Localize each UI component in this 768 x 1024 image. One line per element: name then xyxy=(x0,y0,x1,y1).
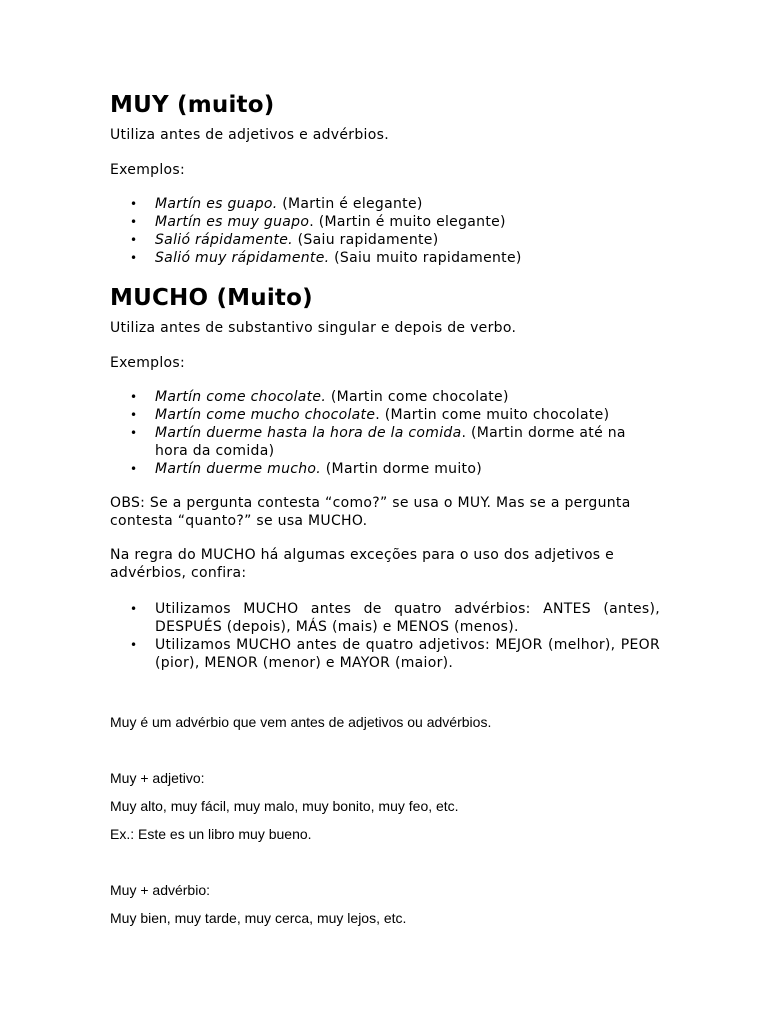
bullet-icon: • xyxy=(130,233,138,247)
rule-paragraph: Na regra do MUCHO há algumas exceções para o uso dos adjetivos e advérbios, confira: xyxy=(110,547,615,581)
list-item xyxy=(110,460,660,478)
list-item xyxy=(110,424,660,460)
muy-adjetivo-heading: Muy + adjetivo: xyxy=(110,770,205,786)
example-portuguese: (Martin come chocolate) xyxy=(326,389,509,405)
example-portuguese: (Martin dorme muito) xyxy=(321,461,482,477)
muy-adjetivo-example: Ex.: Este es un libro muy bueno. xyxy=(110,826,312,842)
example-portuguese: . (Martin dorme até na hora da comida) xyxy=(155,425,626,459)
bullet-icon: • xyxy=(130,602,138,616)
muy-examples-list xyxy=(110,195,660,267)
exception-text: Utilizamos MUCHO antes de quatro advérbios: ANTES (antes), DESPUÉS (depois), MÁS (mais) e MENOS (menos). xyxy=(155,601,660,635)
mucho-examples-list xyxy=(110,388,660,478)
muy-definition: Muy é um advérbio que vem antes de adjetivos ou advérbios. xyxy=(110,714,492,730)
bullet-icon: • xyxy=(130,197,138,211)
bullet-icon: • xyxy=(130,390,138,404)
muy-adjetivo-list: Muy alto, muy fácil, muy malo, muy bonito, muy feo, etc. xyxy=(110,798,459,814)
obs-paragraph: OBS: Se a pergunta contesta “como?” se usa o MUY. Mas se a pergunta contesta “quanto?” se usa MUCHO. xyxy=(110,495,631,529)
example-spanish: Martín es muy guapo xyxy=(155,214,310,230)
example-portuguese: . (Martin é muito elegante) xyxy=(309,214,506,230)
example-portuguese: (Saiu rapidamente) xyxy=(292,232,439,248)
list-item xyxy=(110,231,660,249)
list-item xyxy=(110,213,660,231)
muy-adverbio-heading: Muy + advérbio: xyxy=(110,882,210,898)
exception-text: Utilizamos MUCHO antes de quatro adjetivos: MEJOR (melhor), PEOR (pior), MENOR (menor) e MAYOR (maior). xyxy=(155,637,660,671)
example-spanish: Martín duerme mucho. xyxy=(155,461,322,477)
mucho-examples-label: Exemplos: xyxy=(110,355,186,371)
example-spanish: Martín es guapo. xyxy=(155,196,278,212)
example-spanish: Salió muy rápidamente. xyxy=(155,250,330,266)
bullet-icon: • xyxy=(130,251,138,265)
muy-adverbio-list: Muy bien, muy tarde, muy cerca, muy lejos, etc. xyxy=(110,910,407,926)
exceptions-list xyxy=(110,600,660,672)
mucho-intro: Utiliza antes de substantivo singular e depois de verbo. xyxy=(110,320,517,336)
list-item xyxy=(110,195,660,213)
example-portuguese: (Saiu muito rapidamente) xyxy=(329,250,522,266)
example-portuguese: (Martin é elegante) xyxy=(277,196,423,212)
list-item xyxy=(110,636,660,672)
bullet-icon: • xyxy=(130,638,138,652)
bullet-icon: • xyxy=(130,408,138,422)
example-portuguese: . (Martin come muito chocolate) xyxy=(375,407,610,423)
list-item xyxy=(110,600,660,636)
heading-muy: MUY (muito) xyxy=(110,92,275,118)
list-item xyxy=(110,406,660,424)
muy-examples-label: Exemplos: xyxy=(110,162,186,178)
bullet-icon: • xyxy=(130,215,138,229)
example-spanish: Martín come mucho chocolate xyxy=(155,407,376,423)
list-item xyxy=(110,388,660,406)
example-spanish: Martín duerme hasta la hora de la comida xyxy=(155,425,462,441)
example-spanish: Salió rápidamente. xyxy=(155,232,293,248)
muy-intro: Utiliza antes de adjetivos e advérbios. xyxy=(110,127,389,143)
bullet-icon: • xyxy=(130,462,138,476)
list-item xyxy=(110,249,660,267)
example-spanish: Martín come chocolate. xyxy=(155,389,327,405)
bullet-icon: • xyxy=(130,426,138,440)
heading-mucho: MUCHO (Muito) xyxy=(110,285,313,311)
